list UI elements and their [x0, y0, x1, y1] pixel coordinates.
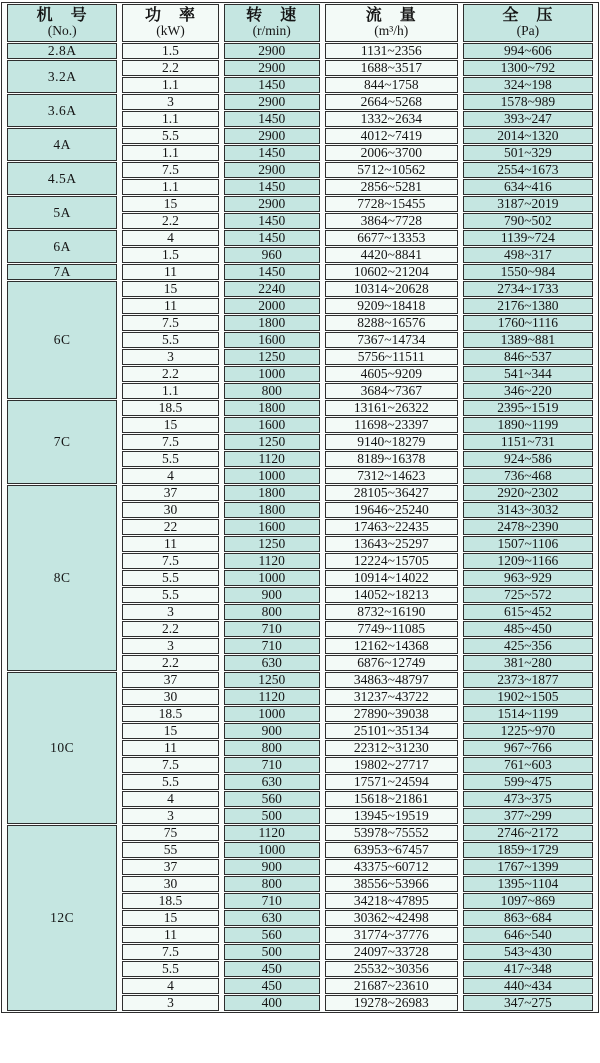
model-cell: 6A: [7, 230, 117, 263]
power-cell: 11: [122, 264, 218, 280]
power-cell: 18.5: [122, 400, 218, 416]
pressure-cell: 615~452: [463, 604, 593, 620]
flow-cell: 1131~2356: [325, 43, 458, 59]
model-cell: 3.2A: [7, 60, 117, 93]
model-cell: 3.6A: [7, 94, 117, 127]
power-cell: 5.5: [122, 332, 218, 348]
flow-cell: 27890~39038: [325, 706, 458, 722]
pressure-cell: 1760~1116: [463, 315, 593, 331]
power-cell: 5.5: [122, 128, 218, 144]
pressure-cell: 543~430: [463, 944, 593, 960]
speed-cell: 2900: [224, 94, 320, 110]
speed-cell: 1800: [224, 315, 320, 331]
power-cell: 5.5: [122, 961, 218, 977]
column-title: 转 速: [246, 7, 298, 24]
model-cell: 7A: [7, 264, 117, 280]
model-cell: 7C: [7, 400, 117, 484]
flow-cell: 19646~25240: [325, 502, 458, 518]
power-cell: 4: [122, 978, 218, 994]
power-cell: 3: [122, 995, 218, 1011]
pressure-cell: 498~317: [463, 247, 593, 263]
flow-cell: 1332~2634: [325, 111, 458, 127]
pressure-cell: 2734~1733: [463, 281, 593, 297]
table-row: [7, 60, 593, 76]
speed-cell: 960: [224, 247, 320, 263]
flow-cell: 13643~25297: [325, 536, 458, 552]
table-row: [7, 162, 593, 178]
table-row: [7, 264, 593, 280]
model-cell: 4A: [7, 128, 117, 161]
flow-cell: 8288~16576: [325, 315, 458, 331]
power-cell: 2.2: [122, 60, 218, 76]
pressure-cell: 1550~984: [463, 264, 593, 280]
speed-cell: 630: [224, 774, 320, 790]
flow-cell: 63953~67457: [325, 842, 458, 858]
flow-cell: 4012~7419: [325, 128, 458, 144]
speed-cell: 1450: [224, 145, 320, 161]
pressure-cell: 1395~1104: [463, 876, 593, 892]
speed-cell: 2900: [224, 60, 320, 76]
flow-cell: 10914~14022: [325, 570, 458, 586]
speed-cell: 1250: [224, 536, 320, 552]
pressure-cell: 3143~3032: [463, 502, 593, 518]
speed-cell: 1250: [224, 349, 320, 365]
flow-cell: 53978~75552: [325, 825, 458, 841]
flow-cell: 7728~15455: [325, 196, 458, 212]
power-cell: 55: [122, 842, 218, 858]
speed-cell: 1450: [224, 77, 320, 93]
pressure-cell: 761~603: [463, 757, 593, 773]
flow-cell: 17571~24594: [325, 774, 458, 790]
pressure-cell: 1139~724: [463, 230, 593, 246]
pressure-cell: 994~606: [463, 43, 593, 59]
flow-cell: 12224~15705: [325, 553, 458, 569]
pressure-cell: 393~247: [463, 111, 593, 127]
pressure-cell: 324~198: [463, 77, 593, 93]
power-cell: 5.5: [122, 587, 218, 603]
column-header-power: [122, 4, 218, 42]
speed-cell: 1450: [224, 179, 320, 195]
flow-cell: 19278~26983: [325, 995, 458, 1011]
flow-cell: 5756~11511: [325, 349, 458, 365]
flow-cell: 13161~26322: [325, 400, 458, 416]
speed-cell: 1600: [224, 332, 320, 348]
column-title: 全 压: [502, 7, 554, 24]
table-header: [7, 4, 593, 42]
speed-cell: 2240: [224, 281, 320, 297]
pressure-cell: 3187~2019: [463, 196, 593, 212]
pressure-cell: 2920~2302: [463, 485, 593, 501]
pressure-cell: 1225~970: [463, 723, 593, 739]
flow-cell: 4420~8841: [325, 247, 458, 263]
table-row: [7, 485, 593, 501]
speed-cell: 1000: [224, 468, 320, 484]
speed-cell: 2000: [224, 298, 320, 314]
power-cell: 4: [122, 230, 218, 246]
pressure-cell: 863~684: [463, 910, 593, 926]
speed-cell: 800: [224, 876, 320, 892]
power-cell: 1.5: [122, 247, 218, 263]
power-cell: 15: [122, 723, 218, 739]
column-title: 机 号: [36, 7, 88, 24]
flow-cell: 25101~35134: [325, 723, 458, 739]
power-cell: 1.1: [122, 179, 218, 195]
power-cell: 1.1: [122, 145, 218, 161]
power-cell: 18.5: [122, 706, 218, 722]
pressure-cell: 1151~731: [463, 434, 593, 450]
power-cell: 7.5: [122, 315, 218, 331]
pressure-cell: 425~356: [463, 638, 593, 654]
speed-cell: 500: [224, 808, 320, 824]
flow-cell: 2664~5268: [325, 94, 458, 110]
speed-cell: 1800: [224, 485, 320, 501]
speed-cell: 710: [224, 893, 320, 909]
pressure-cell: 381~280: [463, 655, 593, 671]
speed-cell: 1800: [224, 400, 320, 416]
flow-cell: 2006~3700: [325, 145, 458, 161]
power-cell: 11: [122, 927, 218, 943]
power-cell: 1.1: [122, 111, 218, 127]
speed-cell: 1450: [224, 111, 320, 127]
flow-cell: 30362~42498: [325, 910, 458, 926]
flow-cell: 24097~33728: [325, 944, 458, 960]
pressure-cell: 1300~792: [463, 60, 593, 76]
table-row: [7, 128, 593, 144]
speed-cell: 1120: [224, 451, 320, 467]
table-row: [7, 230, 593, 246]
flow-cell: 14052~18213: [325, 587, 458, 603]
table-row: [7, 281, 593, 297]
pressure-cell: 725~572: [463, 587, 593, 603]
speed-cell: 1450: [224, 230, 320, 246]
column-unit: (Pa): [516, 23, 540, 38]
flow-cell: 38556~53966: [325, 876, 458, 892]
power-cell: 1.5: [122, 43, 218, 59]
flow-cell: 25532~30356: [325, 961, 458, 977]
speed-cell: 1450: [224, 264, 320, 280]
speed-cell: 560: [224, 791, 320, 807]
power-cell: 1.1: [122, 77, 218, 93]
column-header-flow: [325, 4, 458, 42]
flow-cell: 6876~12749: [325, 655, 458, 671]
pressure-cell: 646~540: [463, 927, 593, 943]
pressure-cell: 2478~2390: [463, 519, 593, 535]
power-cell: 2.2: [122, 366, 218, 382]
speed-cell: 630: [224, 655, 320, 671]
column-unit: (No.): [47, 23, 77, 38]
flow-cell: 31774~37776: [325, 927, 458, 943]
flow-cell: 6677~13353: [325, 230, 458, 246]
pressure-cell: 1859~1729: [463, 842, 593, 858]
speed-cell: 630: [224, 910, 320, 926]
column-header-speed: [224, 4, 320, 42]
speed-cell: 400: [224, 995, 320, 1011]
flow-cell: 7367~14734: [325, 332, 458, 348]
power-cell: 2.2: [122, 621, 218, 637]
flow-cell: 10314~20628: [325, 281, 458, 297]
speed-cell: 1000: [224, 570, 320, 586]
power-cell: 3: [122, 808, 218, 824]
speed-cell: 1600: [224, 417, 320, 433]
table-row: [7, 672, 593, 688]
pressure-cell: 1507~1106: [463, 536, 593, 552]
flow-cell: 7749~11085: [325, 621, 458, 637]
pressure-cell: 599~475: [463, 774, 593, 790]
power-cell: 30: [122, 689, 218, 705]
pressure-cell: 377~299: [463, 808, 593, 824]
speed-cell: 2900: [224, 43, 320, 59]
pressure-cell: 790~502: [463, 213, 593, 229]
table-row: [7, 825, 593, 841]
speed-cell: 450: [224, 978, 320, 994]
pressure-cell: 967~766: [463, 740, 593, 756]
speed-cell: 1120: [224, 553, 320, 569]
speed-cell: 900: [224, 859, 320, 875]
pressure-cell: 634~416: [463, 179, 593, 195]
power-cell: 37: [122, 672, 218, 688]
flow-cell: 4605~9209: [325, 366, 458, 382]
fan-spec-table: [1, 2, 599, 1013]
power-cell: 3: [122, 94, 218, 110]
model-cell: 5A: [7, 196, 117, 229]
flow-cell: 7312~14623: [325, 468, 458, 484]
column-unit: (kW): [156, 23, 185, 38]
power-cell: 15: [122, 910, 218, 926]
flow-cell: 43375~60712: [325, 859, 458, 875]
power-cell: 3: [122, 604, 218, 620]
pressure-cell: 1514~1199: [463, 706, 593, 722]
model-cell: 12C: [7, 825, 117, 1011]
power-cell: 11: [122, 298, 218, 314]
flow-cell: 8189~16378: [325, 451, 458, 467]
speed-cell: 2900: [224, 196, 320, 212]
pressure-cell: 417~348: [463, 961, 593, 977]
pressure-cell: 473~375: [463, 791, 593, 807]
speed-cell: 800: [224, 604, 320, 620]
flow-cell: 12162~14368: [325, 638, 458, 654]
flow-cell: 21687~23610: [325, 978, 458, 994]
model-cell: 6C: [7, 281, 117, 399]
flow-cell: 11698~23397: [325, 417, 458, 433]
flow-cell: 34218~47895: [325, 893, 458, 909]
flow-cell: 19802~27717: [325, 757, 458, 773]
table-body: [7, 43, 593, 1011]
table-row: [7, 94, 593, 110]
column-title: 功 率: [144, 7, 196, 24]
power-cell: 18.5: [122, 893, 218, 909]
power-cell: 4: [122, 468, 218, 484]
speed-cell: 1250: [224, 672, 320, 688]
pressure-cell: 347~275: [463, 995, 593, 1011]
pressure-cell: 1389~881: [463, 332, 593, 348]
speed-cell: 1000: [224, 842, 320, 858]
flow-cell: 3864~7728: [325, 213, 458, 229]
table-row: [7, 43, 593, 59]
power-cell: 3: [122, 349, 218, 365]
pressure-cell: 1097~869: [463, 893, 593, 909]
flow-cell: 28105~36427: [325, 485, 458, 501]
column-header-pressure: [463, 4, 593, 42]
power-cell: 22: [122, 519, 218, 535]
speed-cell: 1250: [224, 434, 320, 450]
power-cell: 15: [122, 196, 218, 212]
flow-cell: 844~1758: [325, 77, 458, 93]
flow-cell: 9209~18418: [325, 298, 458, 314]
power-cell: 4: [122, 791, 218, 807]
flow-cell: 13945~19519: [325, 808, 458, 824]
speed-cell: 1000: [224, 366, 320, 382]
speed-cell: 800: [224, 740, 320, 756]
speed-cell: 1600: [224, 519, 320, 535]
power-cell: 7.5: [122, 553, 218, 569]
speed-cell: 1000: [224, 706, 320, 722]
model-cell: 4.5A: [7, 162, 117, 195]
speed-cell: 560: [224, 927, 320, 943]
pressure-cell: 2395~1519: [463, 400, 593, 416]
pressure-cell: 1209~1166: [463, 553, 593, 569]
power-cell: 11: [122, 536, 218, 552]
speed-cell: 1120: [224, 825, 320, 841]
column-unit: (r/min): [252, 23, 291, 38]
power-cell: 2.2: [122, 213, 218, 229]
flow-cell: 10602~21204: [325, 264, 458, 280]
power-cell: 7.5: [122, 944, 218, 960]
power-cell: 11: [122, 740, 218, 756]
flow-cell: 2856~5281: [325, 179, 458, 195]
power-cell: 3: [122, 638, 218, 654]
speed-cell: 710: [224, 757, 320, 773]
header-row: [7, 4, 593, 42]
speed-cell: 1120: [224, 689, 320, 705]
model-cell: 2.8A: [7, 43, 117, 59]
speed-cell: 1800: [224, 502, 320, 518]
power-cell: 7.5: [122, 434, 218, 450]
pressure-cell: 924~586: [463, 451, 593, 467]
flow-cell: 15618~21861: [325, 791, 458, 807]
pressure-cell: 2176~1380: [463, 298, 593, 314]
power-cell: 5.5: [122, 570, 218, 586]
power-cell: 37: [122, 485, 218, 501]
pressure-cell: 501~329: [463, 145, 593, 161]
flow-cell: 5712~10562: [325, 162, 458, 178]
speed-cell: 800: [224, 383, 320, 399]
model-cell: 8C: [7, 485, 117, 671]
power-cell: 7.5: [122, 757, 218, 773]
speed-cell: 1450: [224, 213, 320, 229]
flow-cell: 9140~18279: [325, 434, 458, 450]
flow-cell: 1688~3517: [325, 60, 458, 76]
flow-cell: 34863~48797: [325, 672, 458, 688]
table-row: [7, 400, 593, 416]
flow-cell: 31237~43722: [325, 689, 458, 705]
pressure-cell: 485~450: [463, 621, 593, 637]
flow-cell: 8732~16190: [325, 604, 458, 620]
pressure-cell: 2373~1877: [463, 672, 593, 688]
column-header-model: [7, 4, 117, 42]
speed-cell: 900: [224, 723, 320, 739]
pressure-cell: 1767~1399: [463, 859, 593, 875]
speed-cell: 900: [224, 587, 320, 603]
speed-cell: 500: [224, 944, 320, 960]
power-cell: 5.5: [122, 451, 218, 467]
power-cell: 75: [122, 825, 218, 841]
pressure-cell: 2746~2172: [463, 825, 593, 841]
pressure-cell: 1890~1199: [463, 417, 593, 433]
column-unit: (m³/h): [374, 23, 409, 38]
pressure-cell: 846~537: [463, 349, 593, 365]
pressure-cell: 346~220: [463, 383, 593, 399]
flow-cell: 17463~22435: [325, 519, 458, 535]
power-cell: 2.2: [122, 655, 218, 671]
pressure-cell: 1902~1505: [463, 689, 593, 705]
power-cell: 5.5: [122, 774, 218, 790]
speed-cell: 710: [224, 638, 320, 654]
power-cell: 30: [122, 876, 218, 892]
pressure-cell: 440~434: [463, 978, 593, 994]
column-title: 流 量: [365, 7, 417, 24]
power-cell: 15: [122, 281, 218, 297]
power-cell: 30: [122, 502, 218, 518]
pressure-cell: 1578~989: [463, 94, 593, 110]
power-cell: 1.1: [122, 383, 218, 399]
pressure-cell: 963~929: [463, 570, 593, 586]
flow-cell: 22312~31230: [325, 740, 458, 756]
power-cell: 7.5: [122, 162, 218, 178]
pressure-cell: 736~468: [463, 468, 593, 484]
power-cell: 15: [122, 417, 218, 433]
speed-cell: 2900: [224, 162, 320, 178]
speed-cell: 710: [224, 621, 320, 637]
speed-cell: 450: [224, 961, 320, 977]
pressure-cell: 2554~1673: [463, 162, 593, 178]
speed-cell: 2900: [224, 128, 320, 144]
flow-cell: 3684~7367: [325, 383, 458, 399]
model-cell: 10C: [7, 672, 117, 824]
pressure-cell: 2014~1320: [463, 128, 593, 144]
table-row: [7, 196, 593, 212]
pressure-cell: 541~344: [463, 366, 593, 382]
power-cell: 37: [122, 859, 218, 875]
